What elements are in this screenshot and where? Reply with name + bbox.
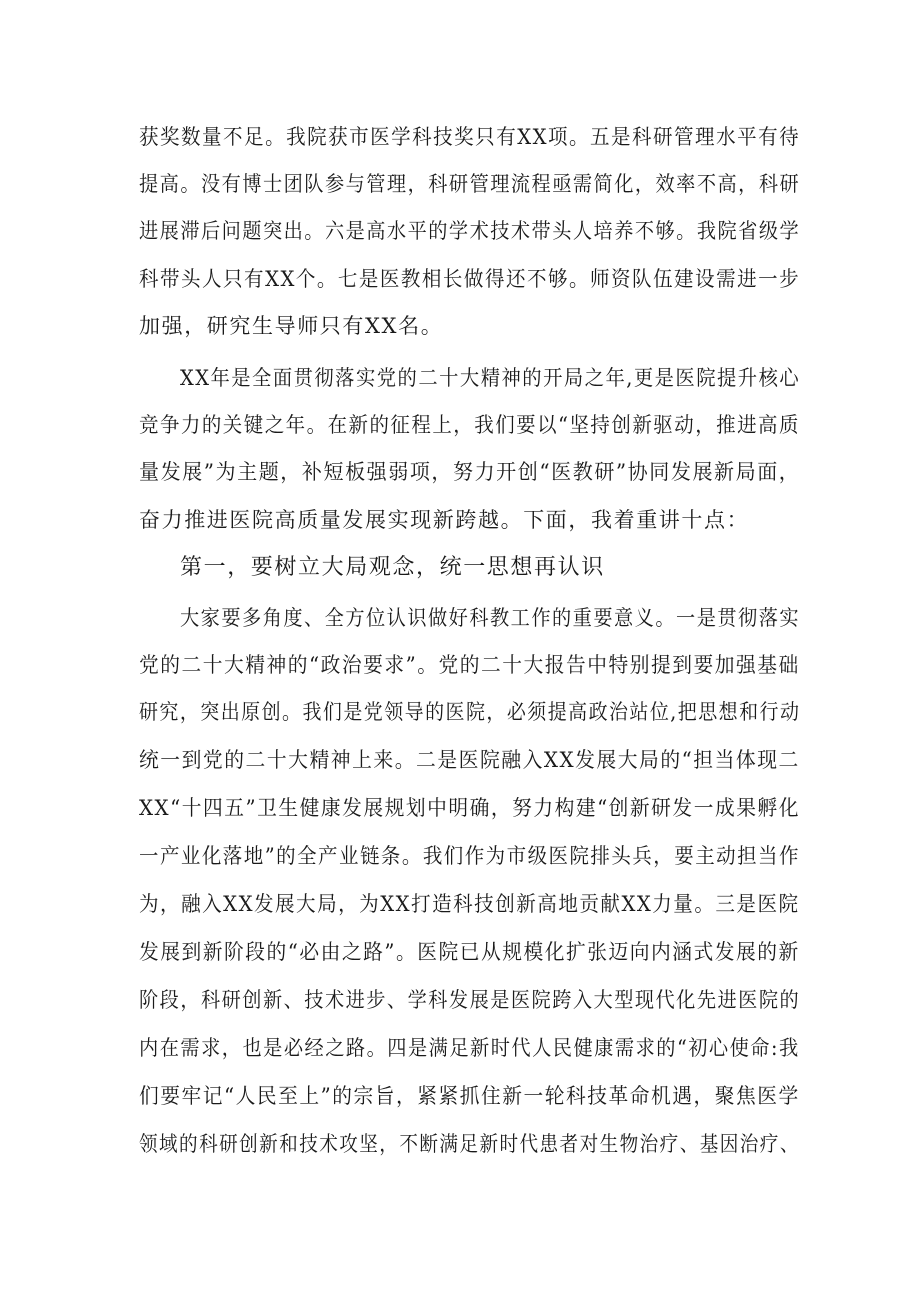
text-line: 竞争力的关键之年。在新的征程上，我们要以“坚持创新驱动，推进高质 xyxy=(139,413,800,437)
text-line: 进展滞后问题突出。六是高水平的学术技术带头人培养不够。我院省级学 xyxy=(139,219,801,243)
text-line: 统一到党的二十大精神上来。二是医院融入XX发展大局的“担当体现二 xyxy=(139,748,800,772)
text-line: 阶段，科研创新、技术进步、学科发展是医院跨入大型现代化先进医院的 xyxy=(139,988,801,1012)
text-line: XX“十四五”卫生健康发展规划中明确，努力构建“创新研发一成果孵化 xyxy=(139,796,800,820)
paragraph-first-line: XX年是全面贯彻落实党的二十大精神的开局之年,更是医院提升核心 xyxy=(180,366,801,390)
text-line: 一产业化落地”的全产业链条。我们作为市级医院排头兵，要主动担当作 xyxy=(139,844,800,868)
text-line: 提高。没有博士团队参与管理，科研管理流程亟需简化，效率不高，科研 xyxy=(139,172,801,196)
text-line: 奋力推进医院高质量发展实现新跨越。下面，我着重讲十点： xyxy=(139,508,750,532)
text-line: 党的二十大精神的“政治要求”。党的二十大报告中特别提到要加强基础 xyxy=(139,653,800,677)
text-line: 研究，突出原创。我们是党领导的医院，必须提高政治站位,把思想和行动 xyxy=(139,700,801,724)
text-line: 们要牢记“人民至上”的宗旨，紧紧抓住新一轮科技革命机遇，聚焦医学 xyxy=(139,1084,800,1108)
text-line: 内在需求，也是必经之路。四是满足新时代人民健康需求的“初心使命:我 xyxy=(139,1036,800,1060)
text-line: 科带头人只有XX个。七是医教相长做得还不够。师资队伍建设需进一步 xyxy=(139,267,801,291)
text-line: 为，融入XX发展大局，为XX打造科技创新高地贡献XX力量。三是医院 xyxy=(139,892,800,916)
text-line: 发展到新阶段的“必由之路”。医院已从规模化扩张迈向内涵式发展的新 xyxy=(139,940,800,964)
section-heading: 第一，要树立大局观念，统一思想再认识 xyxy=(180,555,605,580)
text-line: 获奖数量不足。我院获市医学科技奖只有XX项。五是科研管理水平有待 xyxy=(139,125,801,149)
paragraph-first-line: 大家要多角度、全方位认识做好科教工作的重要意义。一是贯彻落实 xyxy=(180,606,801,630)
text-line: 量发展”为主题，补短板强弱项，努力开创“医教研”协同发展新局面， xyxy=(139,460,801,484)
text-line: 加强，研究生导师只有XX名。 xyxy=(139,314,444,338)
text-line: 领域的科研创新和技术攻坚，不断满足新时代患者对生物治疗、基因治疗、 xyxy=(139,1132,800,1156)
